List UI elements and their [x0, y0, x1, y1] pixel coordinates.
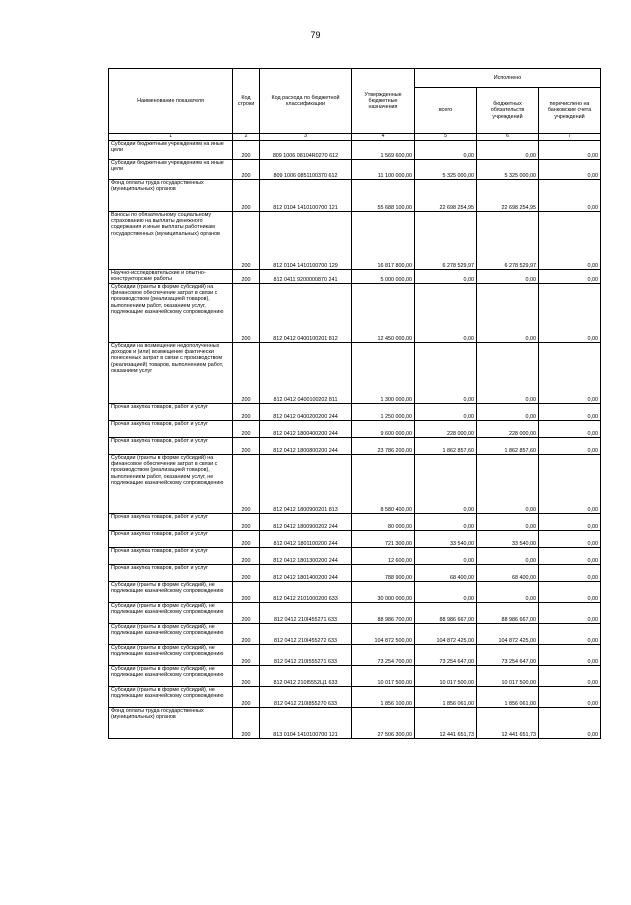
row-line-code: 200 — [233, 141, 260, 160]
row-expense-code: 812 0412 1800900202 244 — [260, 514, 352, 531]
row-name: Субсидии (гранты в форме субсидий) на финансовое обеспечение затрат в связи с производством (реализацией товаров), выполнением работ, оказанием услуг, не подлежащие казначейскому сопровождению — [109, 455, 233, 514]
row-line-code: 200 — [233, 404, 260, 421]
row-expense-code: 812 0412 1800800200 244 — [260, 438, 352, 455]
header-expense-code: Код расхода по бюджетной классификации — [260, 69, 352, 134]
row-obligations: 0,00 — [477, 404, 539, 421]
header-total: всего — [415, 88, 477, 134]
row-transferred: 0,00 — [539, 212, 601, 270]
row-expense-code: 813 0104 1410100700 121 — [260, 708, 352, 739]
table-row — [109, 455, 601, 514]
table-row — [109, 421, 601, 438]
row-obligations: 5 325 000,00 — [477, 160, 539, 180]
row-expense-code: 809 1006 0851100370 612 — [260, 160, 352, 180]
row-approved: 55 688 100,00 — [352, 180, 415, 212]
row-approved: 23 786 200,00 — [352, 438, 415, 455]
header-transferred: перечислено на банковские счета учреждений — [539, 88, 601, 134]
row-transferred: 0,00 — [539, 141, 601, 160]
column-number: 5 — [415, 134, 477, 141]
row-transferred: 0,00 — [539, 687, 601, 708]
row-obligations: 10 017 500,00 — [477, 666, 539, 687]
row-name: Субсидии (гранты в форме субсидий), не подлежащие казначейскому сопровождению — [109, 645, 233, 666]
table-row — [109, 404, 601, 421]
column-number: 6 — [477, 134, 539, 141]
row-approved: 1 250 000,00 — [352, 404, 415, 421]
row-name: Субсидии (гранты в форме субсидий), не подлежащие казначейскому сопровождению — [109, 666, 233, 687]
row-obligations: 0,00 — [477, 455, 539, 514]
row-total: 12 441 651,73 — [415, 708, 477, 739]
row-obligations: 12 441 651,73 — [477, 708, 539, 739]
row-expense-code: 812 0412 210I855270 633 — [260, 687, 352, 708]
table-row — [109, 438, 601, 455]
row-approved: 10 017 500,00 — [352, 666, 415, 687]
row-obligations: 228 000,00 — [477, 421, 539, 438]
row-line-code: 200 — [233, 666, 260, 687]
row-total: 22 698 254,95 — [415, 180, 477, 212]
row-approved: 12 450 000,00 — [352, 284, 415, 343]
row-expense-code: 812 0412 1801300200 244 — [260, 548, 352, 565]
row-expense-code: 812 0411 9200000870 241 — [260, 270, 352, 284]
row-name: Прочая закупка товаров, работ и услуг — [109, 514, 233, 531]
row-approved: 11 100 000,00 — [352, 160, 415, 180]
row-approved: 721 300,00 — [352, 531, 415, 548]
column-number: 1 — [109, 134, 233, 141]
row-line-code: 200 — [233, 421, 260, 438]
header-approved: Утвержденные бюджетные назначения — [352, 69, 415, 134]
table-row — [109, 180, 601, 212]
row-line-code: 200 — [233, 708, 260, 739]
row-line-code: 200 — [233, 565, 260, 582]
column-number: 3 — [260, 134, 352, 141]
row-line-code: 200 — [233, 687, 260, 708]
row-name: Прочая закупка товаров, работ и услуг — [109, 404, 233, 421]
row-expense-code: 812 0412 210I555271 633 — [260, 645, 352, 666]
row-line-code: 200 — [233, 270, 260, 284]
row-obligations: 1 862 857,60 — [477, 438, 539, 455]
row-transferred: 0,00 — [539, 270, 601, 284]
row-line-code: 200 — [233, 582, 260, 603]
table-row — [109, 270, 601, 284]
row-line-code: 200 — [233, 514, 260, 531]
row-total: 1 856 061,00 — [415, 687, 477, 708]
row-transferred: 0,00 — [539, 582, 601, 603]
row-line-code: 200 — [233, 531, 260, 548]
row-name: Прочая закупка товаров, работ и услуг — [109, 421, 233, 438]
row-total: 0,00 — [415, 514, 477, 531]
row-expense-code: 809 1006 08104R0270 612 — [260, 141, 352, 160]
row-transferred: 0,00 — [539, 404, 601, 421]
table-row — [109, 141, 601, 160]
row-approved: 1 569 600,00 — [352, 141, 415, 160]
row-name: Фонд оплаты труда государственных (муниципальных) органов — [109, 708, 233, 739]
row-total: 5 325 000,00 — [415, 160, 477, 180]
row-transferred: 0,00 — [539, 160, 601, 180]
row-transferred: 0,00 — [539, 666, 601, 687]
row-line-code: 200 — [233, 180, 260, 212]
table-row — [109, 687, 601, 708]
header-executed: Исполнено — [415, 69, 601, 88]
row-expense-code: 812 0412 0400100201 812 — [260, 284, 352, 343]
row-line-code: 200 — [233, 212, 260, 270]
row-line-code: 200 — [233, 160, 260, 180]
row-obligations: 0,00 — [477, 284, 539, 343]
row-approved: 9 600 000,00 — [352, 421, 415, 438]
row-total: 104 872 425,00 — [415, 624, 477, 645]
row-obligations: 73 254 647,00 — [477, 645, 539, 666]
row-expense-code: 812 0412 1801100200 244 — [260, 531, 352, 548]
budget-execution-table — [108, 68, 601, 739]
row-expense-code: 812 0412 0400100202 811 — [260, 343, 352, 404]
row-approved: 73 254 700,00 — [352, 645, 415, 666]
row-name: Прочая закупка товаров, работ и услуг — [109, 565, 233, 582]
table-row — [109, 531, 601, 548]
row-name: Прочая закупка товаров, работ и услуг — [109, 548, 233, 565]
row-line-code: 200 — [233, 455, 260, 514]
row-transferred: 0,00 — [539, 455, 601, 514]
row-obligations: 0,00 — [477, 514, 539, 531]
row-name: Научно-исследовательские и опытно-конструкторские работы — [109, 270, 233, 284]
row-expense-code: 812 0412 210I455271 633 — [260, 603, 352, 624]
row-expense-code: 812 0412 1801400200 244 — [260, 565, 352, 582]
row-line-code: 200 — [233, 603, 260, 624]
row-obligations: 1 856 061,00 — [477, 687, 539, 708]
row-total: 0,00 — [415, 404, 477, 421]
row-transferred: 0,00 — [539, 343, 601, 404]
column-number-row — [109, 134, 601, 141]
row-approved: 5 000 000,00 — [352, 270, 415, 284]
column-number: 4 — [352, 134, 415, 141]
row-obligations: 88 986 667,00 — [477, 603, 539, 624]
row-transferred: 0,00 — [539, 284, 601, 343]
row-obligations: 104 872 425,00 — [477, 624, 539, 645]
row-obligations: 68 400,00 — [477, 565, 539, 582]
table-row — [109, 645, 601, 666]
row-expense-code: 812 0104 1410100700 129 — [260, 212, 352, 270]
row-total: 33 540,00 — [415, 531, 477, 548]
row-transferred: 0,00 — [539, 624, 601, 645]
row-name: Субсидии на возмещение недополученных доходов и (или) возмещение фактически понесенных затрат в связи с производством (реализацией) товаров, выполнением работ, оказанием услуг — [109, 343, 233, 404]
row-expense-code: 812 0412 1800900201 813 — [260, 455, 352, 514]
row-approved: 30 000 000,00 — [352, 582, 415, 603]
row-total: 10 017 500,00 — [415, 666, 477, 687]
row-approved: 788 900,00 — [352, 565, 415, 582]
row-transferred: 0,00 — [539, 180, 601, 212]
row-obligations: 0,00 — [477, 548, 539, 565]
row-expense-code: 812 0412 1800400200 244 — [260, 421, 352, 438]
row-name: Субсидии (гранты в форме субсидий), не подлежащие казначейскому сопровождению — [109, 582, 233, 603]
row-approved: 8 580 400,00 — [352, 455, 415, 514]
row-line-code: 200 — [233, 438, 260, 455]
row-name: Взносы по обязательному социальному страхованию на выплаты денежного содержания и иные выплаты работникам государственных (муниципальных) органов — [109, 212, 233, 270]
row-approved: 12 600,00 — [352, 548, 415, 565]
row-expense-code: 812 0412 210I5552Ц1 633 — [260, 666, 352, 687]
table-row — [109, 548, 601, 565]
row-transferred: 0,00 — [539, 708, 601, 739]
row-line-code: 200 — [233, 284, 260, 343]
row-approved: 1 856 100,00 — [352, 687, 415, 708]
row-total: 0,00 — [415, 548, 477, 565]
row-obligations: 22 698 254,95 — [477, 180, 539, 212]
row-obligations: 6 278 529,97 — [477, 212, 539, 270]
row-line-code: 200 — [233, 548, 260, 565]
table-row — [109, 284, 601, 343]
row-name: Прочая закупка товаров, работ и услуг — [109, 531, 233, 548]
row-total: 1 862 857,60 — [415, 438, 477, 455]
row-total: 88 986 667,00 — [415, 603, 477, 624]
row-obligations: 0,00 — [477, 141, 539, 160]
row-obligations: 0,00 — [477, 582, 539, 603]
row-obligations: 0,00 — [477, 343, 539, 404]
row-name: Субсидии бюджетным учреждениям на иные цели — [109, 141, 233, 160]
header-name: Наименование показателя — [109, 69, 233, 134]
row-obligations: 33 540,00 — [477, 531, 539, 548]
table-row — [109, 624, 601, 645]
header-obligations: бюджетных обязательств учреждений — [477, 88, 539, 134]
row-total: 73 254 647,00 — [415, 645, 477, 666]
row-expense-code: 812 0104 1410100700 121 — [260, 180, 352, 212]
row-expense-code: 812 0412 210I455272 633 — [260, 624, 352, 645]
row-name: Субсидии бюджетным учреждениям на иные цели — [109, 160, 233, 180]
page-number: 79 — [310, 30, 321, 40]
column-number: 7 — [539, 134, 601, 141]
row-transferred: 0,00 — [539, 645, 601, 666]
row-total: 228 000,00 — [415, 421, 477, 438]
row-total: 0,00 — [415, 455, 477, 514]
row-transferred: 0,00 — [539, 603, 601, 624]
table-row — [109, 708, 601, 739]
table-row — [109, 603, 601, 624]
row-total: 68 400,00 — [415, 565, 477, 582]
row-transferred: 0,00 — [539, 548, 601, 565]
table-row — [109, 212, 601, 270]
row-total: 0,00 — [415, 343, 477, 404]
header-line-code: Код строки — [233, 69, 260, 134]
table-row — [109, 666, 601, 687]
row-transferred: 0,00 — [539, 531, 601, 548]
table-row — [109, 160, 601, 180]
table-row — [109, 514, 601, 531]
row-approved: 104 872 500,00 — [352, 624, 415, 645]
row-line-code: 200 — [233, 343, 260, 404]
row-line-code: 200 — [233, 624, 260, 645]
column-number: 2 — [233, 134, 260, 141]
table-row — [109, 565, 601, 582]
row-approved: 88 986 700,00 — [352, 603, 415, 624]
row-obligations: 0,00 — [477, 270, 539, 284]
table-row — [109, 582, 601, 603]
row-transferred: 0,00 — [539, 565, 601, 582]
row-approved: 80 000,00 — [352, 514, 415, 531]
row-name: Субсидии (гранты в форме субсидий), не подлежащие казначейскому сопровождению — [109, 687, 233, 708]
row-expense-code: 812 0412 0400200200 244 — [260, 404, 352, 421]
row-total: 0,00 — [415, 284, 477, 343]
row-name: Прочая закупка товаров, работ и услуг — [109, 438, 233, 455]
row-name: Фонд оплаты труда государственных (муниципальных) органов — [109, 180, 233, 212]
row-total: 6 278 529,97 — [415, 212, 477, 270]
row-total: 0,00 — [415, 141, 477, 160]
row-approved: 1 300 000,00 — [352, 343, 415, 404]
row-expense-code: 812 0412 2101000200 633 — [260, 582, 352, 603]
row-approved: 27 506 300,00 — [352, 708, 415, 739]
row-line-code: 200 — [233, 645, 260, 666]
row-transferred: 0,00 — [539, 421, 601, 438]
table-row — [109, 343, 601, 404]
row-name: Субсидии (гранты в форме субсидий), не подлежащие казначейскому сопровождению — [109, 624, 233, 645]
row-name: Субсидии (гранты в форме субсидий) на финансовое обеспечение затрат в связи с производством (реализацией товаров), выполнением работ, оказанием услуг, подлежащие казначейскому сопровождению — [109, 284, 233, 343]
row-total: 0,00 — [415, 582, 477, 603]
row-approved: 16 817 800,00 — [352, 212, 415, 270]
row-transferred: 0,00 — [539, 514, 601, 531]
row-name: Субсидии (гранты в форме субсидий), не подлежащие казначейскому сопровождению — [109, 603, 233, 624]
row-transferred: 0,00 — [539, 438, 601, 455]
table-body — [109, 141, 601, 739]
row-total: 0,00 — [415, 270, 477, 284]
